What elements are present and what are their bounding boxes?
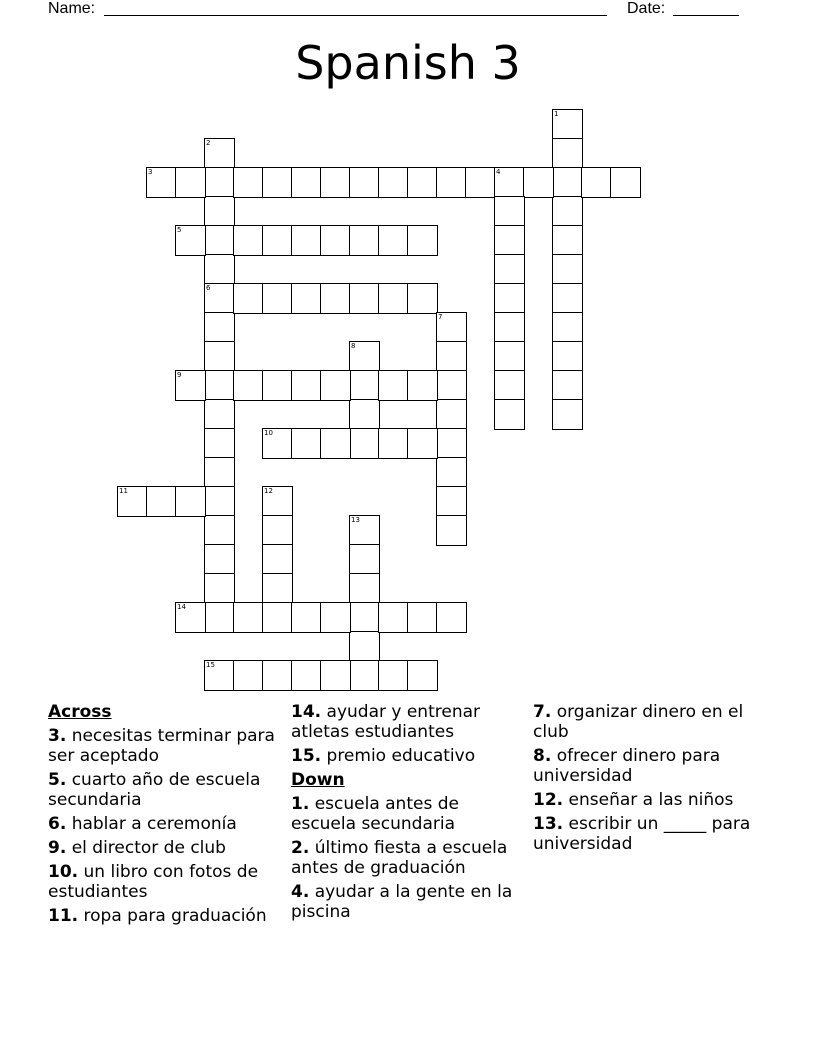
crossword-cell[interactable] — [494, 225, 525, 256]
clue-item — [533, 814, 763, 854]
crossword-cell[interactable] — [407, 602, 438, 633]
clue-item-text: ayudar y entrenar atletas estudiantes — [291, 702, 481, 742]
clue-number: 3 — [148, 168, 153, 176]
across-heading: Across — [48, 702, 112, 722]
crossword-cell[interactable] — [175, 225, 206, 256]
crossword-cell[interactable] — [349, 573, 380, 604]
crossword-cell[interactable] — [552, 312, 583, 343]
crossword-cell[interactable] — [262, 370, 293, 401]
clue-item-text: cuarto año de escuela secundaria — [48, 770, 261, 810]
clue-item-number: 13. — [533, 814, 564, 834]
crossword-cell[interactable] — [494, 283, 525, 314]
clue-item-number: 11. — [48, 906, 79, 926]
crossword-cell[interactable] — [552, 109, 583, 140]
crossword-cell[interactable] — [349, 283, 380, 314]
crossword-cell[interactable] — [494, 341, 525, 372]
crossword-cell[interactable] — [494, 399, 525, 430]
crossword-cell[interactable] — [407, 167, 438, 198]
clue-item-text: ropa para graduación — [78, 906, 267, 926]
crossword-cell[interactable] — [378, 660, 409, 691]
crossword-cell[interactable] — [581, 167, 612, 198]
crossword-cell[interactable] — [262, 660, 293, 691]
crossword-cell[interactable] — [320, 167, 351, 198]
clue-item-number: 10. — [48, 862, 79, 882]
crossword-cell[interactable] — [349, 399, 380, 430]
crossword-cell[interactable] — [291, 370, 322, 401]
clue-item — [48, 770, 278, 810]
crossword-cell[interactable] — [291, 283, 322, 314]
crossword-cell[interactable] — [204, 486, 235, 517]
crossword-cell[interactable] — [349, 544, 380, 575]
crossword-cell[interactable] — [204, 341, 235, 372]
clue-item — [533, 702, 763, 742]
clue-item — [48, 906, 278, 926]
crossword-cell[interactable] — [494, 312, 525, 343]
clue-number: 15 — [206, 661, 215, 669]
crossword-cell[interactable] — [378, 428, 409, 459]
crossword-cell[interactable] — [465, 167, 496, 198]
clue-item — [291, 746, 521, 766]
crossword-cell[interactable] — [262, 283, 293, 314]
crossword-cell[interactable] — [175, 486, 206, 517]
clue-number: 2 — [206, 139, 211, 147]
clue-number: 10 — [264, 429, 273, 437]
crossword-cell[interactable] — [262, 573, 293, 604]
crossword-cell[interactable] — [552, 138, 583, 169]
crossword-cell[interactable] — [291, 428, 322, 459]
crossword-cell[interactable] — [378, 167, 409, 198]
crossword-cell[interactable] — [349, 631, 380, 662]
crossword-cell[interactable] — [320, 225, 351, 256]
crossword-cell[interactable] — [320, 602, 351, 633]
crossword-cell[interactable] — [233, 225, 264, 256]
crossword-cell[interactable] — [320, 283, 351, 314]
crossword-cell[interactable] — [291, 167, 322, 198]
crossword-cell[interactable] — [436, 370, 467, 401]
crossword-cell[interactable] — [349, 370, 380, 401]
clue-item-number: 2. — [291, 838, 310, 858]
crossword-cell[interactable] — [320, 660, 351, 691]
clue-number: 5 — [177, 226, 182, 234]
crossword-cell[interactable] — [349, 602, 380, 633]
crossword-cell[interactable] — [146, 167, 177, 198]
crossword-cell[interactable] — [117, 486, 148, 517]
clue-item-text: el director de club — [66, 838, 226, 858]
crossword-cell[interactable] — [523, 167, 554, 198]
crossword-cell[interactable] — [552, 254, 583, 285]
clue-item-number: 7. — [533, 702, 552, 722]
crossword-cell[interactable] — [610, 167, 641, 198]
crossword-cell[interactable] — [262, 225, 293, 256]
clue-item — [291, 882, 521, 922]
clue-item-text: ofrecer dinero para universidad — [533, 746, 721, 786]
clue-number: 9 — [177, 371, 182, 379]
crossword-cell[interactable] — [262, 486, 293, 517]
clue-item-text: escribir un _____ para universidad — [533, 814, 751, 854]
clue-item-text: enseñar a las niños — [563, 790, 734, 810]
crossword-cell[interactable] — [204, 399, 235, 430]
crossword-cell[interactable] — [204, 515, 235, 546]
crossword-cell[interactable] — [349, 225, 380, 256]
crossword-cell[interactable] — [436, 515, 467, 546]
crossword-cell[interactable] — [552, 341, 583, 372]
clue-item-text: hablar a ceremonía — [66, 814, 237, 834]
crossword-cell[interactable] — [291, 225, 322, 256]
clue-item — [48, 838, 278, 858]
crossword-cell[interactable] — [552, 283, 583, 314]
clue-item-text: escuela antes de escuela secundaria — [291, 794, 459, 834]
clue-number: 11 — [119, 487, 128, 495]
crossword-cell[interactable] — [436, 457, 467, 488]
crossword-cell[interactable] — [204, 428, 235, 459]
clue-item-number: 8. — [533, 746, 552, 766]
crossword-cell[interactable] — [436, 312, 467, 343]
crossword-cell[interactable] — [407, 225, 438, 256]
across-clue-list — [48, 726, 278, 926]
clue-item-number: 3. — [48, 726, 67, 746]
crossword-cell[interactable] — [436, 167, 467, 198]
date-label: Date: — [627, 0, 666, 17]
clue-number: 14 — [177, 603, 186, 611]
crossword-cell[interactable] — [436, 602, 467, 633]
crossword-cell[interactable] — [204, 457, 235, 488]
crossword-cell[interactable] — [552, 167, 583, 198]
crossword-cell[interactable] — [233, 283, 264, 314]
crossword-cell[interactable] — [204, 196, 235, 227]
clue-number: 4 — [496, 168, 501, 176]
crossword-cell[interactable] — [204, 254, 235, 285]
crossword-cell[interactable] — [175, 167, 206, 198]
crossword-cell[interactable] — [291, 602, 322, 633]
crossword-cell[interactable] — [436, 486, 467, 517]
crossword-cell[interactable] — [233, 602, 264, 633]
crossword-cell[interactable] — [204, 312, 235, 343]
clue-item-text: premio educativo — [321, 746, 476, 766]
across-clue-list-continued — [291, 702, 521, 766]
crossword-cell[interactable] — [407, 283, 438, 314]
clues-column-3 — [533, 702, 763, 858]
clue-item-text: necesitas terminar para ser aceptado — [48, 726, 275, 766]
crossword-cell[interactable] — [146, 486, 177, 517]
crossword-cell[interactable] — [349, 341, 380, 372]
clue-item — [533, 746, 763, 786]
page-title: Spanish 3 — [295, 36, 521, 90]
crossword-cell[interactable] — [378, 602, 409, 633]
clue-item-number: 9. — [48, 838, 67, 858]
clue-number: 6 — [206, 284, 211, 292]
clue-item — [291, 794, 521, 834]
crossword-cell[interactable] — [349, 515, 380, 546]
crossword-cell[interactable] — [320, 370, 351, 401]
clue-number: 7 — [438, 313, 443, 321]
clue-item-text: organizar dinero en el club — [533, 702, 744, 742]
crossword-cell[interactable] — [552, 225, 583, 256]
crossword-cell[interactable] — [262, 167, 293, 198]
clue-number: 1 — [554, 110, 559, 118]
clue-item — [48, 862, 278, 902]
crossword-cell[interactable] — [494, 167, 525, 198]
crossword-cell[interactable] — [204, 167, 235, 198]
crossword-cell[interactable] — [494, 370, 525, 401]
crossword-cell[interactable] — [378, 225, 409, 256]
crossword-cell[interactable] — [204, 138, 235, 169]
crossword-cell[interactable] — [204, 544, 235, 575]
clue-item-number: 1. — [291, 794, 310, 814]
crossword-cell[interactable] — [494, 254, 525, 285]
clue-item-text: ayudar a la gente en la piscina — [291, 882, 513, 922]
down-clue-list-continued — [533, 702, 763, 854]
crossword-cell[interactable] — [552, 370, 583, 401]
down-heading: Down — [291, 770, 345, 790]
clue-item-number: 14. — [291, 702, 322, 722]
clue-item-text: un libro con fotos de estudiantes — [48, 862, 259, 902]
crossword-cell[interactable] — [204, 573, 235, 604]
crossword-cell[interactable] — [436, 399, 467, 430]
crossword-cell[interactable] — [436, 428, 467, 459]
clues-column-1 — [48, 702, 278, 930]
crossword-cell[interactable] — [204, 602, 235, 633]
crossword-cell[interactable] — [552, 196, 583, 227]
clue-item — [48, 726, 278, 766]
crossword-cell[interactable] — [320, 428, 351, 459]
crossword-cell[interactable] — [494, 196, 525, 227]
crossword-cell[interactable] — [349, 167, 380, 198]
clue-item-number: 15. — [291, 746, 322, 766]
crossword-cell[interactable] — [175, 602, 206, 633]
clue-item — [533, 790, 763, 810]
crossword-cell[interactable] — [407, 370, 438, 401]
crossword-cell[interactable] — [407, 660, 438, 691]
crossword-cell[interactable] — [349, 660, 380, 691]
crossword-cell[interactable] — [378, 283, 409, 314]
clue-item — [291, 838, 521, 878]
clue-item-text: último fiesta a escuela antes de graduación — [291, 838, 508, 878]
crossword-cell[interactable] — [204, 225, 235, 256]
clue-item-number: 4. — [291, 882, 310, 902]
crossword-cell[interactable] — [262, 602, 293, 633]
crossword-cell[interactable] — [204, 283, 235, 314]
crossword-cell[interactable] — [349, 428, 380, 459]
crossword-cell[interactable] — [436, 341, 467, 372]
clues-column-2 — [291, 702, 521, 926]
crossword-cell[interactable] — [233, 660, 264, 691]
crossword-cell[interactable] — [262, 515, 293, 546]
crossword-cell[interactable] — [552, 399, 583, 430]
clue-number: 12 — [264, 487, 273, 495]
clue-item-number: 5. — [48, 770, 67, 790]
crossword-cell[interactable] — [291, 660, 322, 691]
clue-number: 8 — [351, 342, 356, 350]
crossword-cell[interactable] — [175, 370, 206, 401]
clue-item-number: 6. — [48, 814, 67, 834]
crossword-cell[interactable] — [233, 167, 264, 198]
crossword-cell[interactable] — [407, 428, 438, 459]
clue-item — [291, 702, 521, 742]
name-label: Name: — [48, 0, 96, 17]
clue-item — [48, 814, 278, 834]
crossword-cell[interactable] — [262, 428, 293, 459]
crossword-cell[interactable] — [378, 370, 409, 401]
crossword-cell[interactable] — [262, 544, 293, 575]
crossword-cell[interactable] — [233, 370, 264, 401]
crossword-cell[interactable] — [204, 660, 235, 691]
clue-number: 13 — [351, 516, 360, 524]
clue-item-number: 12. — [533, 790, 564, 810]
down-clue-list — [291, 794, 521, 922]
crossword-cell[interactable] — [204, 370, 235, 401]
